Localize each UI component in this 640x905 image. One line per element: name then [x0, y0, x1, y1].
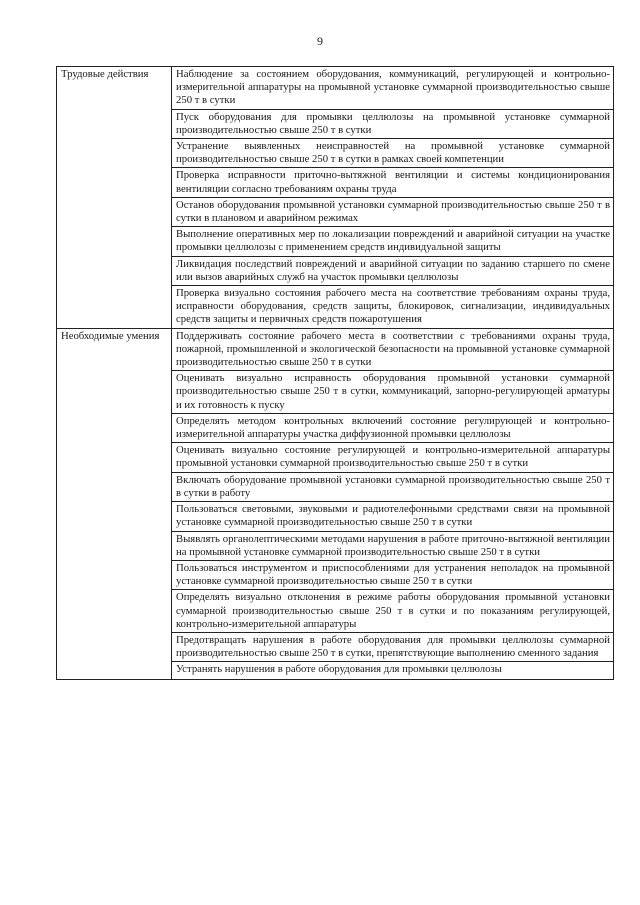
page-number: 9 — [317, 34, 323, 48]
table-cell: Пуск оборудования для промывки целлюлозы на промывной установке суммарной производительностью свыше 250 т в сутки — [172, 109, 614, 138]
table-cell: Пользоваться световыми, звуковыми и радиотелефонными средствами связи на промывной установке суммарной производительностью свыше 250 т в сутки — [172, 502, 614, 531]
table-cell: Пользоваться инструментом и приспособлениями для устранения неполадок на промывной установке суммарной производительностью свыше 250 т в сутки — [172, 560, 614, 589]
table-cell: Поддерживать состояние рабочего места в соответствии с требованиями охраны труда, пожарной, промышленной и экологической безопасности на промывной установке суммарной производительностью свыше 250 т в сутки — [172, 328, 614, 371]
table-cell: Выполнение оперативных мер по локализации повреждений и аварийной ситуации на участке промывки целлюлозы с применением средств индивидуальной защиты — [172, 227, 614, 256]
table-cell: Оценивать визуально состояние регулирующей и контрольно-измерительной аппаратуры промывной установки суммарной производительностью свыше 250 т в сутки — [172, 443, 614, 472]
table-cell: Включать оборудование промывной установки суммарной производительностью свыше 250 т в сутки в работу — [172, 472, 614, 501]
table-cell: Устранение выявленных неисправностей на промывной установке суммарной производительностью свыше 250 т в сутки в рамках своей компетенции — [172, 139, 614, 168]
table-cell: Выявлять органолептическими методами нарушения в работе приточно-вытяжной вентиляции на промывной установке суммарной производительностью свыше 250 т в сутки — [172, 531, 614, 560]
table-cell: Устранять нарушения в работе оборудования для промывки целлюлозы — [172, 662, 614, 680]
section-label-labor-actions: Трудовые действия — [57, 67, 172, 329]
table-cell: Проверка визуально состояния рабочего места на соответствие требованиям охраны труда, исправности оборудования, средств защиты, блокировок, сигнализации, индивидуальных средств защиты и первичных средств пожаротушения — [172, 286, 614, 329]
table-cell: Останов оборудования промывной установки суммарной производительностью свыше 250 т в сутки в плановом и аварийном режимах — [172, 197, 614, 226]
standard-table — [56, 66, 614, 680]
table-row — [57, 67, 614, 110]
table-cell: Определять методом контрольных включений состояние регулирующей и контрольно-измерительной аппаратуры участка диффузионной промывки целлюлозы — [172, 413, 614, 442]
table-cell: Предотвращать нарушения в работе оборудования для промывки целлюлозы суммарной производительностью свыше 250 т в сутки, препятствующие выполнению сменного задания — [172, 632, 614, 661]
section-label-required-skills: Необходимые умения — [57, 328, 172, 680]
table-row — [57, 328, 614, 371]
table-cell: Ликвидация последствий повреждений и аварийной ситуации по заданию старшего по смене или вызов аварийных служб на участок промывки целлюлозы — [172, 256, 614, 285]
table-cell: Наблюдение за состоянием оборудования, коммуникаций, регулирующей и контрольно-измерительной аппаратуры на промывной установке суммарной производительностью свыше 250 т в сутки — [172, 67, 614, 110]
table-cell: Оценивать визуально исправность оборудования промывной установки суммарной производительностью свыше 250 т в сутки, коммуникаций, запорно-регулирующей арматуры и их готовность к пуску — [172, 371, 614, 414]
table-cell: Определять визуально отклонения в режиме работы оборудования промывной установки суммарной производительностью свыше 250 т в сутки и по показаниям регулирующей, контрольно-измерительной аппаратуры — [172, 590, 614, 633]
table-cell: Проверка исправности приточно-вытяжной вентиляции и системы кондиционирования вентиляции согласно требованиям охраны труда — [172, 168, 614, 197]
